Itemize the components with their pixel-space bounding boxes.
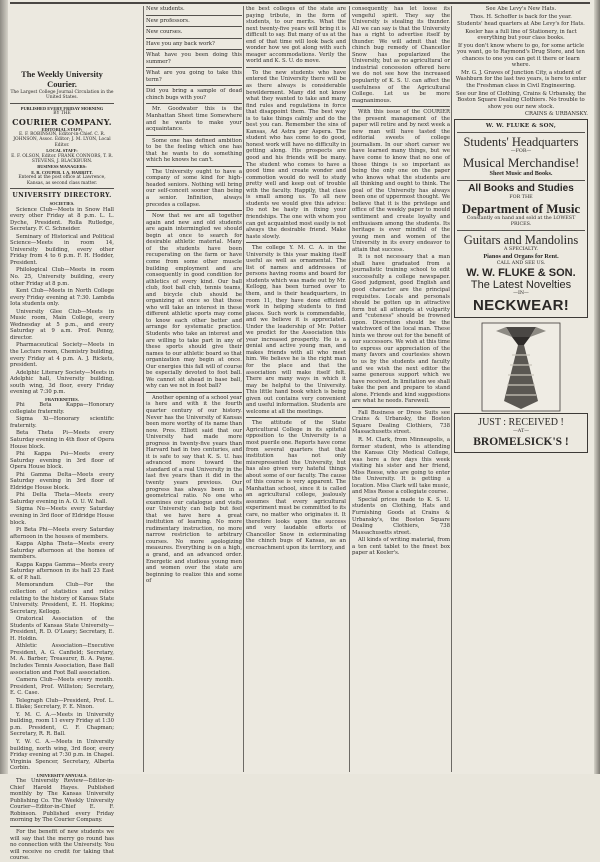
fraternity-entry: Kappa Alpha Theta—Meets every Saturday afternoon at the homes of members. bbox=[10, 541, 114, 561]
necktie-illustration bbox=[454, 321, 588, 413]
column-2-paragraph: The University ought to have a company of some kind for high-headed seniors. Nothing will bring our self-conceit sooner than being a senior. Infinition, always precedes a collapse. bbox=[146, 168, 242, 208]
divider bbox=[146, 26, 242, 27]
brief-line: New students. bbox=[146, 6, 185, 12]
ad-at: —AT— bbox=[513, 428, 529, 434]
divider bbox=[352, 106, 450, 107]
column-rule bbox=[349, 6, 350, 772]
divider bbox=[10, 826, 114, 827]
local-note: Thos. H. Schoffer is back for the year. bbox=[470, 13, 572, 20]
divider bbox=[246, 67, 346, 68]
society-entry: Science Club—Meets in Snow Hall every other Friday at 8 p.m. L. L. Dyche, President. Rolla Rutledge, Secretary. F. C. Schneider. bbox=[10, 206, 114, 233]
bromelsick-ad bbox=[454, 413, 588, 453]
ad-for: —FOR— bbox=[510, 148, 532, 154]
divider bbox=[146, 15, 242, 16]
local-note: Mr. G. J. Graves of Junction City, a student of Washburn for the last two years, is here to enter the Freshman class in Civil Engineering. bbox=[455, 69, 587, 90]
misc-entry: Camera Club—Meets every month. President, Prof. Williston; Secretary, E. C. Case. bbox=[10, 677, 114, 697]
societies-heading: SOCIETIES. bbox=[49, 201, 75, 207]
tagline: The Largest College Journal Circulation in the United States. bbox=[10, 90, 114, 101]
divider bbox=[457, 132, 585, 133]
ad-department-music: Department of Music bbox=[461, 200, 581, 216]
editorial-staff: E. F. ROBINSON, Editor-in-Chief. C. R. JOHNSON, Assoc. Editor; J. M. LYON, Local Editor. bbox=[13, 132, 111, 148]
published-line: PUBLISHED EVERY FRIDAY MORNING bbox=[20, 105, 104, 111]
fraternity-entry: Kappa Kappa Gamma—Meets every Saturday afternoon in its hall 23 East K. of P. hall. bbox=[10, 561, 114, 581]
column-2-paragraph: Now that we are all together again and new and old students are again intermingled we should begin at once to search for desirable athletic material. Many of the students have been recuperating on the farm or have come from some other muscle building employment and are consequently in good condition for athletics of every kind. Our ball club, foot ball club, tennis teams, and bicycle club should be organizing at once so that those who will take an interest in these different athletic sports may come to know each other better and arrange for systematic practice. Students who take an interest and are willing to take part in any of these sports should give their names to our athletic board so that organization may begin at once. Our energies this fall will of course be especially devoted to foot ball. We cannot sit ahead in base ball, why can we not in foot ball? bbox=[146, 213, 242, 390]
fraternity-entry: Sigma Nu—Meets every Saturday evening in 3rd floor of Eldridge House block. bbox=[10, 506, 114, 526]
editorial-heading: EDITORIAL STAFF: bbox=[41, 126, 83, 132]
by-the: BY THE bbox=[53, 111, 71, 117]
ad-headquarters: Students' Headquarters bbox=[463, 134, 579, 149]
fluke-music-ad bbox=[454, 119, 588, 318]
page-edge-right bbox=[594, 0, 600, 774]
misc-entry: Athletic Association—Executive President, A. G. Canfield; Secretary, M. A. Barber; Treasurer, B. A. Payne. Includes Tennis Association, Base Ball association and Foot Ball association. bbox=[10, 643, 114, 676]
column-4-paragraph: With this issue of the COURIER the present management of the paper will retire and by next week a new man will have tasted the editorial sweets of college journalism. In our short career we have learned many things, but we have come to know that no one of those things is so important as being the only one on the paper who knows what the students are all thinking and ought to think. The goal of the University has always been one of uppermost thought. We believe that it is the privilege and office of the weekly paper to mould sentiment and create loyalty and enthusiasm among the students. Its heritage is ever mindful of the young men and women of the University in its every endeavor to attain that success. bbox=[352, 109, 450, 253]
divider bbox=[146, 49, 242, 50]
brief-line: New courses. bbox=[146, 29, 183, 36]
brief-line: New professors. bbox=[146, 17, 190, 24]
column-4-paragraph: All kinds of writing material, from a ten cent tablet to the finest box paper at Keeler's. bbox=[352, 537, 450, 557]
column-3-paragraph: The attitude of the State Agricultural College in its spiteful opposition to the University is a most puerile one. Reports have come from several quarters that that institution has not only misrepresented the University, but has also given very hateful things about some of our faculty. The cause of this course is very apparent. The Manhattan school, since it is called an agricultural college, jealously assumes that every agricultural experiment must be committed to its care, no matter who originates it. It therefore looks upon the success and very laudable efforts of Chancellor Snow in exterminating the chinch bugs of Kansas, as an encroachment upon its territory, and bbox=[246, 420, 346, 551]
annuals-entry: The University Review—Editor-in-Chief Harold Hayes. Published monthly by The Kansas University Publishing Co. The Weekly University Courier—Editor-in-Chief E. F. Robinson. Published every Friday morning by The Courier Company. bbox=[10, 778, 114, 824]
local-note: Students' head quarters at Abe Levy's for Hats. bbox=[457, 21, 585, 28]
misc-entry: Oratorical Association of the Students of Kansas State University—President, R. D. O'Leary; Secretary, E. H. Holdin. bbox=[10, 616, 114, 642]
column-2-paragraph: Some one has defined ambition to be the feeling which one has that he wants to do something which he knows he can't. bbox=[146, 137, 242, 164]
fraternity-entry: Beta Theta Pi—Meets every Saturday evening in 4th floor of Opera House block. bbox=[10, 430, 114, 450]
ad-novelties: The Latest Novelties bbox=[470, 278, 572, 291]
fraternity-entry: Phi Beta Kappa—Honorary collegiate fraternity. bbox=[10, 402, 114, 415]
society-entry: University Glee Club—Meets in Music room, Main College, every Wednesday at 5 p.m., and every Saturday at 9 a.m. Prof. Penny, director. bbox=[10, 308, 114, 341]
annuals-heading: UNIVERSITY ANNUALS. bbox=[36, 772, 88, 778]
ad-bromelsick: BROMELSICK'S ! bbox=[473, 435, 569, 448]
society-entry: Kent Club—Meets in North College every Friday evening at 7:30. Lambda Iota students only. bbox=[10, 288, 114, 308]
top-rule bbox=[10, 2, 590, 4]
fraternity-entry: Sigma Xi—Honorary scientific fraternity. bbox=[10, 416, 114, 429]
divider bbox=[10, 188, 114, 189]
divider bbox=[146, 210, 242, 211]
brief-line: Have you any back work? bbox=[146, 40, 215, 47]
column-1 bbox=[10, 6, 114, 862]
fraternities-heading: FRATERNITIES. bbox=[45, 396, 79, 402]
divider bbox=[146, 103, 242, 104]
ad-top: W. W. FLUKE & SON, bbox=[485, 122, 557, 129]
fraternity-entry: Phi Kappa Psi—Meets every Saturday evening in 3rd floor of Opera House block. bbox=[10, 451, 114, 471]
local-staff: E. F. OLSON, Editor. FRANK CONNORS, T. R. STEVENS, J. BLACKBURN. bbox=[11, 153, 113, 165]
column-4-paragraph: It is not necessary that a man shall have graduated from a journalistic training school to edit successfully a college newspaper. Good judgment, good English and good character are the principal requisites. Locals and personals should be gotten up in attractive form but all attempts at vulgarity and "cuteness" should be frowned upon. Discretion should be the watchword of the local man. These hints we throw out for the benefit of our successors. We wish at this time to express our appreciation of the many favors and courtesies shown to us by the students and faculty and we wish the next editor the same generous support which we have received. In limitation we shall take the pen and prepare to stand alone. Friends and kind suggestions are what he needs. Farewell. bbox=[352, 254, 450, 405]
ad-fluke-sign: W. W. FLUKE & SON. bbox=[466, 266, 576, 279]
ad-just-received: JUST : RECEIVED ! bbox=[478, 416, 564, 428]
column-2-paragraph: Another opening of a school year is here and with it the fourth quarter century of our history. Never has the University of Kansas been more worthy of its name than now. Pres. Elliott said that our University had made more progress in twenty-five years than Harvard had in two centuries, and it is safe to say that K. S. U. has advanced more toward the standard of a real University in the last five years than it did in the twenty years previous. Our progress has always been in a geometrical ratio. No one who examines our catalogue and visits our University can help but feel that we have here a great institution of learning. No more rudimentary instruction, no more narrow restriction to arbitrary courses. No more apologizing measures. Everything is on a high, a grand, and an advanced order. Energetic and studious young men and women over the state are beginning to realize this and some of bbox=[146, 394, 242, 585]
column-3-paragraph: the best colleges of the state are paying tribute, in the form of students, to our merits. What the next twenty-five years will bring it is difficult to say. But many of us at the end of that time will look back and wonder how we got along with such meager accommodations. Verily the world and K. S. U. do move. bbox=[246, 6, 346, 65]
local-note: See Abe Levy's New Hats. bbox=[485, 6, 557, 12]
society-entry: Pharmaceutical Society—Meets in the Lecture room, Chemistry building, every Friday at 4 p.m. A. J. Rickets, president. bbox=[10, 342, 114, 369]
divider bbox=[146, 38, 242, 39]
society-entry: Adelphic Literary Society—Meets in Adelphic hall, University building, south wing, 3d floor, every Friday evening at 7:30 p.m. bbox=[10, 369, 114, 396]
column-3-paragraph: The college Y. M. C. A. in the University is this year making itself useful as well as ornamental. The list of names and addresses of persons having rooms and board for students which was made out by Mr. Kellogg, has been turned over to them, and is their headquarters, in room 11, they have done efficient work in helping students to find places. Such work is commendable, and we believe it is appreciated. Under the leadership of Mr. Potter we predict for the Association this year increased prosperity. He is a genial and active young man, and makes friends with all who meet him. We believe he is the right man for the place and that the association will make itself felt. There are many ways in which it may be helpful to the University. This little hand book which is being given out contains very convenient and useful information. Students are welcome at all the meetings. bbox=[246, 245, 346, 415]
fraternity-entry: Phi Gamma Delta—Meets every Saturday evening in 3rd floor of Eldridge House block. bbox=[10, 471, 114, 491]
fraternity-entry: Phi Delta Theta—Meets every Saturday evening in A. O. U. W. hall. bbox=[10, 492, 114, 505]
divider bbox=[146, 135, 242, 136]
column-3-paragraph: To the new students who have entered the University there will be as there always is considerable bewilderment. Many did not know what they wanted to take and many find rules and regulations in force that disappoint them. The best way is to take things calmly and do the best you can. Remember the sins of Kansas, Ad Astra per Aspera. The student who has come to do good, honest work will have no difficulty in getting along. His prospects are good and his friends will be many. The student who comes to have a good time and create wonder and commotion would do well to study pretty well and keep out of trouble with the faculty. Happily, that class is small among us. To all new students we would give this advice: Do not be hasty in fixing your friendships. The one with whom you can get acquainted most easily is not always the desirable friend. Make haste slowly. bbox=[246, 69, 346, 240]
society-entry: Philological Club—Meets in room No. 25, University building, every other Friday at 8 p.m. bbox=[10, 267, 114, 287]
column-2-paragraph: Mr. Goodwater this is the Manhattan Sheet time Somewhere and he wants to make your acquaintance. bbox=[146, 106, 242, 133]
directory-heading: UNIVERSITY DIRECTORY. bbox=[12, 192, 112, 200]
misc-entry: Y. W. C. A.—Meets in University building, north wing, 3rd floor, every Friday evening at 7:30 p.m. in Chapel. Virginia Spencer, Secretary, Alberta Corbin. bbox=[10, 739, 114, 772]
column-4 bbox=[352, 6, 450, 772]
misc-entry: Telegraph Club—President, Prof. L. I. Blake; Secretary, F. E. Nixon. bbox=[10, 697, 114, 711]
divider bbox=[146, 392, 242, 393]
brief-line: What are you going to take this term? bbox=[146, 70, 242, 83]
ad-call: CALL AND SEE US. bbox=[496, 260, 546, 266]
column-2 bbox=[146, 6, 242, 772]
publisher-name: COURIER COMPANY. bbox=[12, 116, 112, 127]
brief-line: What have you been doing this summer? bbox=[146, 52, 242, 65]
masthead: The Weekly University Courier. bbox=[21, 70, 103, 89]
column-rule bbox=[451, 6, 452, 772]
ad-books-studies: All Books and Studies bbox=[468, 182, 574, 194]
column-4-paragraph: Fall Business or Dress Suits see Crains & Urbansky, the Boston Square Dealing Clothiers, 738 Massachusetts street. bbox=[352, 409, 450, 436]
column-4-paragraph: Special prices made to K. S. U. students on Clothing, Hats and Furnishing Goods at Crains & Urbansky's, the Boston Square Dealing Clothiers, 738 Massachusetts street. bbox=[352, 496, 450, 536]
local-heading: LOCAL STAFF: bbox=[46, 148, 78, 154]
divider bbox=[246, 417, 346, 418]
column-rule bbox=[243, 6, 244, 772]
ad-sheet-music: Sheet Music and Books. bbox=[489, 169, 553, 177]
necktie-icon bbox=[454, 321, 588, 413]
divider bbox=[457, 180, 585, 181]
society-entry: Seminary of Historical and Political Science—Meets in room 14, University building, every other Friday from 4 to 6 p.m. F. H. Hodder, President. bbox=[10, 233, 114, 266]
divider bbox=[146, 67, 242, 68]
column-5 bbox=[454, 6, 588, 772]
fraternity-entry: Pi Beta Phi—Meets every Saturday afternoon in the houses of members. bbox=[10, 527, 114, 540]
divider bbox=[10, 103, 114, 104]
column-4-paragraph: consequently has let loose its vengeful spirit. They say the University is stealing its thunder. All we can say is that the University has a right to advertise itself by thunder. We will admit that the chinch bug remedy of Chancellor Snow has popularized the University, but as no agricultural or industrial concession offered here we do not see how the increased popularity of K. S. U. can affect the usefulness of the Agricultural College. Let us be more magnanimous. bbox=[352, 6, 450, 104]
divider bbox=[457, 230, 585, 231]
ad-in: —IN— bbox=[513, 290, 529, 296]
column-1-paragraph: For the benefit of new students we will say that the merry go round has no connection with the University. You will receive no credit for taking that course. bbox=[10, 828, 114, 862]
misc-entry: Y. M. C. A.—Meets in University building, room 11 every Friday at 1:30 p.m. President, C. F. Chapman; Secretary, R. R. Ball. bbox=[10, 711, 114, 738]
divider bbox=[352, 407, 450, 408]
local-note: If you don't know where to go, for some article you want, go to Raymond's Drug Store, and ten chances to one you can get it there or learn where. bbox=[457, 42, 585, 69]
ad-for-the: FOR THE bbox=[509, 194, 533, 200]
column-rule bbox=[143, 6, 144, 772]
local-note: Keeler has a full line of Stationery, in fact everything but your class books. bbox=[465, 28, 577, 42]
ad-musical-merchandise: Musical Merchandise! bbox=[462, 154, 580, 170]
ad-pianos: Pianos and Organs for Rent. bbox=[483, 252, 559, 260]
divider bbox=[146, 85, 242, 86]
ad-specialty: A SPECIALTY. bbox=[503, 246, 539, 252]
page-edge-left bbox=[0, 0, 8, 774]
column-3 bbox=[246, 6, 346, 772]
local-signature: CRAINS & URBANSKY. bbox=[524, 111, 588, 118]
ad-guitars: Guitars and Mandolins bbox=[463, 232, 579, 247]
business-managers: E. R. COUPER. I. A. HARRITT. bbox=[31, 169, 93, 175]
entered-notice: Entered at the post office at Lawrence, Kansas, as second class matter. bbox=[18, 175, 106, 186]
brief-line: Did you bring a sample of dead chinch bugs with you? bbox=[146, 88, 242, 101]
ad-constantly: Constantly on hand and sold at the LOWEST PRICES. bbox=[466, 215, 576, 227]
business-heading: BUSINESS MANAGERS: bbox=[37, 164, 87, 170]
divider bbox=[146, 166, 242, 167]
divider bbox=[246, 242, 346, 243]
misc-entry: Memorandum Club—For the collection of statistics and relics relating to the history of Kansas State University. President, E. H. Hopkins; Secretary, Kellogg. bbox=[10, 582, 114, 615]
ad-neckwear: NECKWEAR! bbox=[472, 296, 570, 314]
column-4-paragraph: R. M. Clark, from Minneapolis, a former student, who is attending the Kansas City Medical College, was here a few days this week visiting his sister and her friend, Miss Reese, who are going to enter the University. It is getting a location. Miss Clark will take music, and Miss Reese a collegiate course. bbox=[352, 437, 450, 496]
local-note: See our line of Clothing, Crains & Urbansky, the Boston Square Dealing Clothiers. No trouble to show you our new stock. bbox=[455, 90, 587, 110]
